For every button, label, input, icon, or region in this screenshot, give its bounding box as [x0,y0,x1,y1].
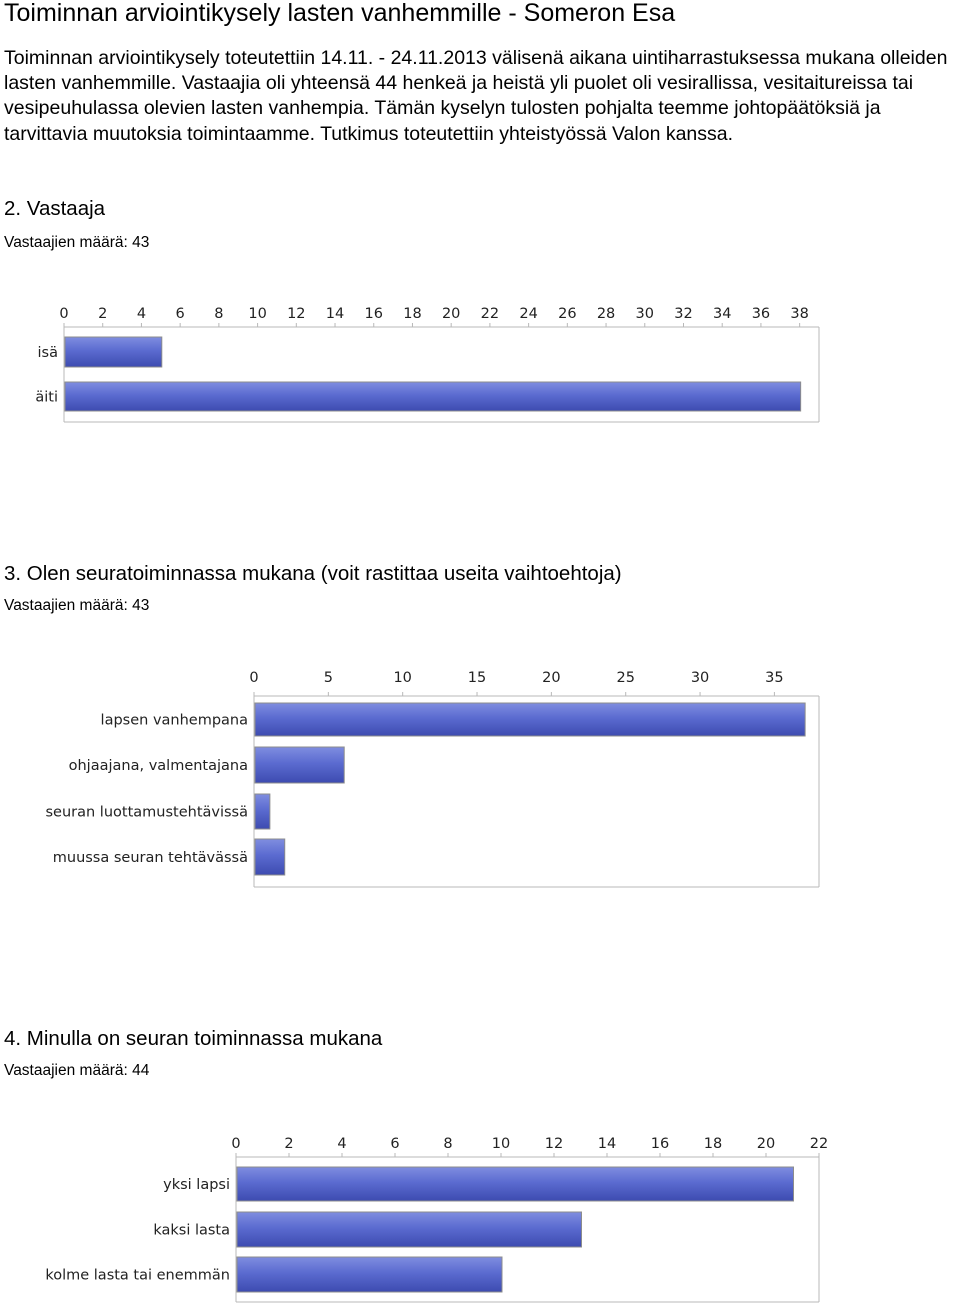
x-tick-label: 10 [393,670,412,686]
intro-paragraph: Toiminnan arviointikysely toteutettiin 14.11. - 24.11.2013 välisenä aikana uintiharrastuksessa mukana olleiden lasten vanhemmille. Vastaajia oli yhteensä 44 henkeä ja heistä yli puolet oli vesirallissa, vesitaitureissa tai vesipeuhulassa olevien lasten vanhempia. Tämän kyselyn tulosten pohjalta teemme johtopäätöksiä ja tarvittavia muutoksia toimintaamme. Tutkimus toteutettiin yhteistyössä Valon kanssa. [4,47,948,145]
bar [255,794,270,829]
x-tick-label: 28 [596,306,616,322]
respondent-count-4: Vastaajien määrä: 44 [4,1062,150,1079]
x-tick-label: 2 [98,306,108,322]
x-tick-label: 32 [674,306,693,322]
bar [65,337,162,367]
category-label: kaksi lasta [153,1222,230,1239]
x-tick-label: 30 [635,306,654,322]
question-title-2: 2. Vastaaja [4,197,106,220]
x-tick-label: 22 [809,1136,829,1152]
x-tick-label: 10 [491,1136,511,1152]
x-tick-label: 26 [558,306,577,322]
x-tick-label: 38 [790,306,809,322]
chart-club-role [0,655,960,895]
x-tick-label: 16 [364,306,383,322]
page-title: Toiminnan arviointikysely lasten vanhemmille - Someron Esa [4,0,676,27]
x-tick-label: 30 [690,670,710,686]
x-tick-label: 12 [544,1136,564,1152]
bar [237,1257,502,1292]
x-tick-label: 6 [175,306,185,322]
x-tick-label: 14 [325,306,345,322]
bar [255,747,344,783]
chart-respondent [0,290,960,430]
bar [237,1167,794,1201]
x-tick-label: 22 [480,306,500,322]
x-tick-label: 36 [751,306,771,322]
x-tick-label: 2 [284,1136,294,1152]
x-tick-label: 20 [441,306,461,322]
x-tick-label: 4 [337,1136,347,1152]
category-label: ohjaajana, valmentajana [68,758,248,774]
category-label: yksi lapsi [163,1177,230,1193]
category-label: seuran luottamustehtävissä [45,804,248,821]
respondent-count-3: Vastaajien määrä: 43 [4,597,150,614]
category-label: äiti [35,389,58,406]
x-tick-label: 20 [542,670,561,686]
x-tick-label: 12 [287,306,306,322]
x-tick-label: 34 [712,306,732,322]
category-label: kolme lasta tai enemmän [45,1267,230,1284]
x-tick-label: 15 [467,670,487,686]
bar [255,703,805,736]
x-tick-label: 0 [59,306,69,322]
question-title-4: 4. Minulla on seuran toiminnassa mukana [4,1027,383,1050]
respondent-count-2: Vastaajien määrä: 43 [4,234,150,251]
x-tick-label: 35 [765,670,784,686]
x-tick-label: 10 [248,306,267,322]
x-tick-label: 18 [703,1136,723,1152]
x-tick-label: 8 [214,306,224,322]
x-tick-label: 16 [650,1136,670,1152]
question-title-3: 3. Olen seuratoiminnassa mukana (voit rastittaa useita vaihtoehtoja) [4,562,622,585]
x-tick-label: 18 [403,306,422,322]
x-tick-label: 14 [597,1136,617,1152]
x-tick-label: 24 [519,306,538,322]
category-label: muussa seuran tehtävässä [52,850,248,866]
x-tick-label: 0 [249,670,259,686]
bar [65,382,801,411]
x-tick-label: 25 [616,670,635,686]
category-label: isä [37,345,58,361]
x-tick-label: 20 [756,1136,776,1152]
chart-children-count [0,1120,960,1307]
x-tick-label: 4 [136,306,147,322]
category-label: lapsen vanhempana [100,712,248,729]
x-tick-label: 5 [323,670,333,686]
bar [237,1212,582,1247]
x-tick-label: 0 [231,1136,241,1152]
bar [255,839,285,875]
x-tick-label: 8 [443,1136,453,1152]
x-tick-label: 6 [390,1136,400,1152]
